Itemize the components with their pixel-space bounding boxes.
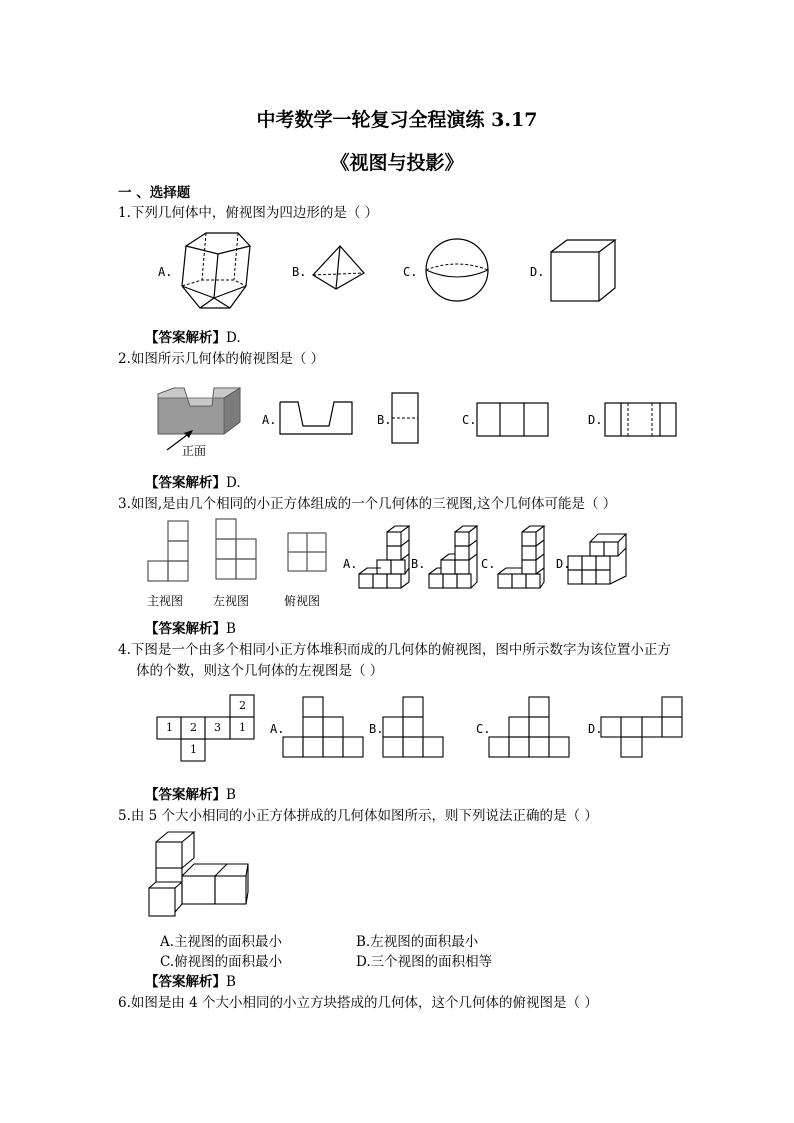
q1-answer (145, 326, 241, 346)
question-3-text: 3.如图,是由几个相同的小正方体组成的一个几何体的三视图,这个几何体可能是（ ） (118, 496, 617, 512)
q2-option-d-figure (604, 402, 678, 438)
q4-option-d-figure (600, 696, 686, 760)
q1-tetrahedron-figure (310, 243, 368, 293)
q4-grid-number: 1 (166, 721, 173, 734)
q2-front-label: 正面 (182, 444, 207, 458)
q2-option-b-figure (391, 392, 419, 444)
q3-option-c-cubes (494, 524, 554, 600)
q5-five-cubes-figure (146, 828, 252, 922)
question-4-text-line-2: 体的个数，则这个几何体的左视图是（ ） (136, 663, 384, 679)
q4-answer (145, 783, 236, 803)
question-4-text-line-1: 4.下图是一个由多个相同小正方体堆积而成的几何体的俯视图，图中所示数字为该位置小正方 (118, 642, 671, 658)
q4-answer-tag: 【答案解析】 (145, 787, 226, 803)
q1-answer-value: D. (226, 330, 241, 346)
section-heading: 一 、选择题 (118, 185, 191, 201)
q3-answer (145, 617, 236, 637)
q4-answer-value: B (226, 787, 236, 803)
q4-option-b-figure (382, 696, 448, 760)
q4-option-d-label: D. (588, 722, 603, 736)
q3-option-d-label: D. (556, 557, 571, 571)
q3-answer-value: B (226, 621, 236, 637)
q4-option-a-label: A. (270, 722, 285, 736)
question-2-text: 2.如图所示几何体的俯视图是（ ） (118, 351, 325, 367)
q3-option-d-cubes (566, 530, 626, 600)
q4-grid-number: 2 (239, 699, 246, 712)
q2-answer-tag: 【答案解析】 (145, 475, 226, 491)
q5-choice-d: D.三个视图的面积相等 (356, 954, 493, 970)
q2-option-c-label: C. (462, 413, 477, 427)
q1-option-a-label: A. (158, 265, 173, 279)
q3-option-a-cubes (355, 524, 415, 600)
q1-cube-figure (549, 238, 629, 304)
question-5-text: 5.由 5 个大小相同的小正方体拼成的几何体如图所示，则下列说法正确的是（ ） (118, 808, 598, 824)
q2-answer (145, 471, 241, 491)
q4-grid-number: 1 (239, 721, 246, 734)
q3-answer-tag: 【答案解析】 (145, 621, 226, 637)
q1-option-d-label: D. (530, 265, 545, 279)
q3-left-view-figure (215, 518, 259, 584)
question-1-text: 1.下列几何体中，俯视图为四边形的是（ ） (118, 205, 379, 221)
q3-option-b-cubes (425, 524, 485, 600)
q5-choice-a: A.主视图的面积最小 (160, 934, 283, 950)
q3-top-view-label: 俯视图 (284, 594, 321, 608)
q2-option-a-figure (278, 400, 354, 436)
q4-grid-number: 2 (190, 721, 197, 734)
q5-choice-b: B.左视图的面积最小 (356, 934, 479, 950)
q2-answer-value: D. (226, 475, 241, 491)
q4-option-c-label: C. (476, 722, 491, 736)
q1-answer-tag: 【答案解析】 (145, 330, 226, 346)
q2-option-a-label: A. (262, 413, 277, 427)
q5-answer (145, 970, 236, 990)
page-subtitle: 《视图与投影》 (330, 152, 464, 174)
q4-grid-number: 1 (190, 743, 197, 756)
q4-grid-number: 3 (214, 721, 221, 734)
q5-choice-c: C.俯视图的面积最小 (160, 954, 283, 970)
q2-option-c-figure (476, 402, 550, 438)
question-6-text: 6.如图是由 4 个大小相同的小立方块搭成的几何体，这个几何体的俯视图是（ ） (118, 995, 598, 1011)
q4-option-c-figure (488, 696, 572, 760)
q3-front-view-figure (147, 520, 191, 584)
q4-option-b-label: B. (369, 722, 384, 736)
q5-answer-tag: 【答案解析】 (145, 974, 226, 990)
q4-top-view-grid (156, 694, 256, 766)
q3-left-view-label: 左视图 (213, 594, 250, 608)
q5-answer-value: B (226, 974, 236, 990)
q1-option-b-label: B. (292, 265, 307, 279)
q3-option-b-label: B. (411, 557, 426, 571)
q1-option-c-label: C. (403, 265, 418, 279)
q3-option-a-label: A. (343, 557, 358, 571)
q4-option-a-figure (282, 696, 366, 760)
q1-pentagonal-prism-figure (176, 228, 254, 318)
q3-front-view-label: 主视图 (147, 594, 184, 608)
q3-option-c-label: C. (481, 557, 496, 571)
q3-top-view-figure (287, 532, 329, 574)
q2-option-b-label: B. (377, 413, 392, 427)
q1-sphere-figure (423, 238, 493, 304)
q2-option-d-label: D. (588, 413, 603, 427)
page-title: 中考数学一轮复习全程演练 3.17 (256, 109, 538, 131)
